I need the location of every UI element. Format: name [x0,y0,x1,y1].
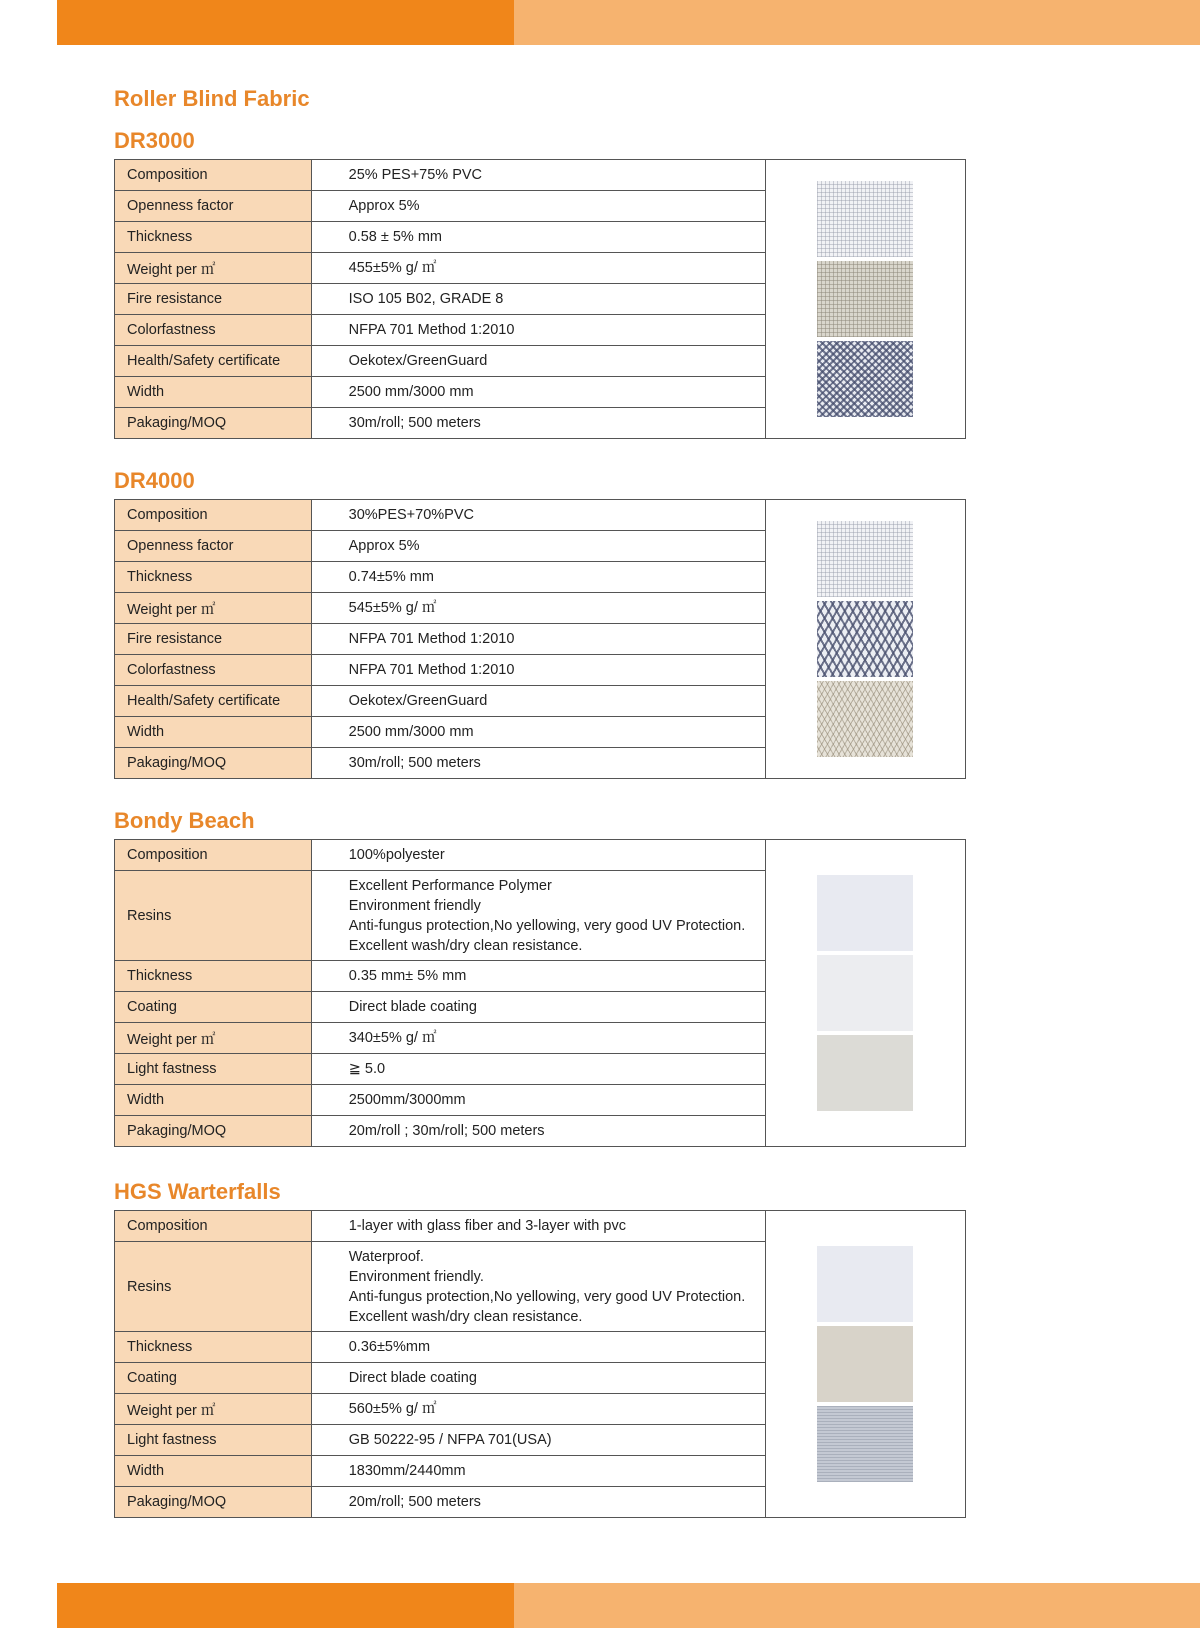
spec-value [311,1487,765,1518]
spec-value [311,315,765,346]
spec-value-line: 1830mm/2440mm [348,1463,466,1479]
footer-band [57,1583,1200,1628]
spec-value [311,1363,765,1394]
spec-label: Light fastness [115,1425,312,1456]
swatch-cell [765,160,965,439]
fabric-swatch-navy [817,601,913,677]
spec-label: Pakaging/MOQ [115,408,312,439]
product-title-bondy-beach: Bondy Beach [114,808,255,833]
spec-value [311,1116,765,1147]
spec-label: Weight per ㎡ [115,1023,312,1054]
swatch-cell [765,500,965,779]
table-row [115,840,966,871]
spec-label: Composition [115,840,312,871]
spec-label: Composition [115,160,312,191]
spec-label: Thickness [115,1332,312,1363]
spec-label: Colorfastness [115,655,312,686]
swatch-cell [765,1211,965,1518]
spec-value [311,961,765,992]
spec-label: Weight per ㎡ [115,593,312,624]
spec-value-line: 30m/roll; 500 meters [348,755,481,771]
fabric-swatches [817,875,913,1111]
spec-value-line: Direct blade coating [348,999,477,1015]
spec-value [311,346,765,377]
spec-label: Thickness [115,562,312,593]
spec-label: Composition [115,500,312,531]
fabric-swatch-grey [817,1035,913,1111]
product-title-dr4000: DR4000 [114,468,195,493]
spec-value-line: Oekotex/GreenGuard [348,353,488,369]
spec-value-line: 2500mm/3000mm [348,1092,466,1108]
footer-band-light [514,1583,1200,1628]
spec-value [311,284,765,315]
spec-value-line: 30%PES+70%PVC [348,507,474,523]
spec-value [311,1211,765,1242]
fabric-swatches [817,181,913,417]
spec-value-line: ≧ 5.0 [348,1061,386,1077]
spec-value-line: Approx 5% [348,538,420,554]
spec-label: Composition [115,1211,312,1242]
spec-value [311,408,765,439]
spec-label: Weight per ㎡ [115,1394,312,1425]
fabric-swatch-white [817,1246,913,1322]
spec-value [311,1242,765,1332]
fabric-swatch-light-grey [817,955,913,1031]
spec-label: Pakaging/MOQ [115,748,312,779]
spec-value-line: Approx 5% [348,198,420,214]
spec-value-line: ISO 105 B02, GRADE 8 [348,291,504,307]
spec-label: Pakaging/MOQ [115,1116,312,1147]
spec-label: Thickness [115,222,312,253]
spec-value [311,1085,765,1116]
table-row [115,500,966,531]
spec-value-line: 100%polyester [348,847,445,863]
spec-value-line: Environment friendly. [348,1268,484,1285]
spec-value [311,253,765,284]
spec-value [311,871,765,961]
spec-value [311,160,765,191]
table-row [115,160,966,191]
spec-label: Coating [115,1363,312,1394]
spec-value [311,1023,765,1054]
spec-value [311,624,765,655]
page-title: Roller Blind Fabric [114,86,310,111]
spec-value [311,655,765,686]
spec-value-line: NFPA 701 Method 1:2010 [348,631,515,647]
spec-label: Fire resistance [115,624,312,655]
spec-value-line: Anti-fungus protection,No yellowing, very good UV Protection. [348,1288,746,1305]
spec-value-line: 20m/roll ; 30m/roll; 500 meters [348,1123,545,1139]
spec-label: Resins [115,871,312,961]
spec-value [311,562,765,593]
spec-label: Light fastness [115,1054,312,1085]
spec-value [311,1332,765,1363]
spec-label: Width [115,1456,312,1487]
header-band-light [514,0,1200,45]
spec-value-line: 545±5% g/ ㎡ [348,600,437,616]
spec-label: Pakaging/MOQ [115,1487,312,1518]
spec-value-line: Excellent wash/dry clean resistance. [348,1308,583,1325]
spec-value [311,222,765,253]
spec-label: Openness factor [115,191,312,222]
spec-value-line: 1-layer with glass fiber and 3-layer with pvc [348,1218,626,1234]
header-band-dark [57,0,514,45]
spec-value [311,1054,765,1085]
spec-value-line: 340±5% g/ ㎡ [348,1030,437,1046]
spec-value-line: NFPA 701 Method 1:2010 [348,322,515,338]
spec-value-line: 0.36±5%mm [348,1339,431,1355]
spec-value-line: Waterproof. [348,1248,424,1265]
fabric-swatch-ivory [817,1326,913,1402]
header-band [57,0,1200,45]
spec-label: Health/Safety certificate [115,686,312,717]
spec-value-line: 30m/roll; 500 meters [348,415,481,431]
fabric-swatch-slate [817,1406,913,1482]
spec-value-line: 0.58 ± 5% mm [348,229,443,245]
footer-band-dark [57,1583,514,1628]
spec-table-bondy-beach [114,839,966,1147]
spec-value [311,500,765,531]
spec-value-line: Excellent wash/dry clean resistance. [348,937,583,954]
spec-label: Health/Safety certificate [115,346,312,377]
spec-value [311,992,765,1023]
spec-value-line: Oekotex/GreenGuard [348,693,488,709]
spec-value [311,1394,765,1425]
fabric-swatches [817,521,913,757]
spec-value-line: 2500 mm/3000 mm [348,724,474,740]
spec-value [311,1425,765,1456]
swatch-cell [765,840,965,1147]
fabric-swatch-white [817,521,913,597]
spec-value-line: 455±5% g/ ㎡ [348,260,437,276]
fabric-swatch-white [817,181,913,257]
spec-label: Fire resistance [115,284,312,315]
spec-value-line: 0.35 mm± 5% mm [348,968,467,984]
product-title-hgs-warterfalls: HGS Warterfalls [114,1179,281,1204]
spec-table-dr3000 [114,159,966,439]
fabric-swatch-beige [817,261,913,337]
spec-value [311,1456,765,1487]
spec-value [311,191,765,222]
spec-value-line: NFPA 701 Method 1:2010 [348,662,515,678]
spec-value [311,377,765,408]
spec-label: Width [115,717,312,748]
spec-value-line: Excellent Performance Polymer [348,877,552,894]
fabric-swatch-white [817,875,913,951]
fabric-swatch-beige [817,681,913,757]
spec-label: Weight per ㎡ [115,253,312,284]
spec-label: Coating [115,992,312,1023]
spec-value-line: 560±5% g/ ㎡ [348,1401,437,1417]
spec-value-line: 20m/roll; 500 meters [348,1494,481,1510]
spec-value [311,840,765,871]
spec-table-hgs-warterfalls [114,1210,966,1518]
spec-table-dr4000 [114,499,966,779]
spec-value [311,531,765,562]
fabric-swatch-navy [817,341,913,417]
spec-label: Resins [115,1242,312,1332]
table-row [115,1211,966,1242]
spec-value-line: 2500 mm/3000 mm [348,384,474,400]
spec-value-line: 0.74±5% mm [348,569,434,585]
spec-value-line: 25% PES+75% PVC [348,167,483,183]
spec-value-line: Anti-fungus protection,No yellowing, very good UV Protection. [348,917,746,934]
spec-label: Colorfastness [115,315,312,346]
spec-value [311,686,765,717]
spec-label: Width [115,377,312,408]
spec-label: Width [115,1085,312,1116]
spec-value-line: Environment friendly [348,897,481,914]
fabric-swatches [817,1246,913,1482]
spec-label: Thickness [115,961,312,992]
spec-value-line: GB 50222-95 / NFPA 701(USA) [348,1432,552,1448]
spec-value [311,717,765,748]
spec-value-line: Direct blade coating [348,1370,477,1386]
product-title-dr3000: DR3000 [114,128,195,153]
spec-value [311,593,765,624]
spec-value [311,748,765,779]
spec-label: Openness factor [115,531,312,562]
